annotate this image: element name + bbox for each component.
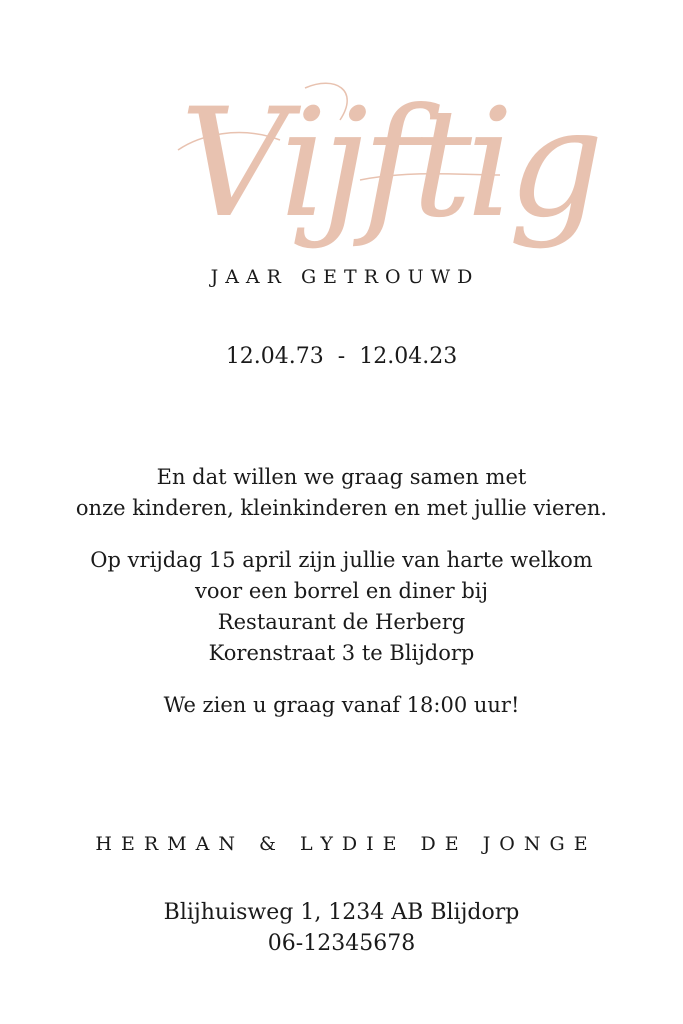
invite-line-3: Restaurant de Herberg xyxy=(217,610,466,634)
intro-line-2: onze kinderen, kleinkinderen en met jullie vieren. xyxy=(75,496,608,520)
host-names: HERMAN & LYDIE DE JONGE xyxy=(95,833,597,855)
date-range xyxy=(0,344,683,369)
date-separator: - xyxy=(337,344,346,369)
invite-line-4: Korenstraat 3 te Blijdorp xyxy=(208,641,475,665)
closing-paragraph xyxy=(0,690,683,721)
invitation-message xyxy=(0,462,683,721)
closing-line: We zien u graag vanaf 18:00 uur! xyxy=(163,693,520,717)
script-heading xyxy=(160,77,598,270)
intro-line-1: En dat willen we graag samen met xyxy=(156,465,527,489)
date-start: 12.04.73 xyxy=(225,344,324,369)
script-heading-graphic xyxy=(160,77,598,270)
invite-paragraph xyxy=(0,545,683,669)
invite-line-1: Op vrijdag 15 april zijn jullie van harte welkom xyxy=(90,548,593,572)
contact-block xyxy=(0,897,683,959)
subtitle: JAAR GETROUWD xyxy=(210,266,480,288)
intro-paragraph xyxy=(0,462,683,524)
address-line: Blijhuisweg 1, 1234 AB Blijdorp xyxy=(163,900,520,925)
invite-line-2: voor een borrel en diner bij xyxy=(194,579,489,603)
phone-line: 06-12345678 xyxy=(267,931,416,956)
script-word: Vijftig xyxy=(180,77,598,251)
date-end: 12.04.23 xyxy=(359,344,458,369)
